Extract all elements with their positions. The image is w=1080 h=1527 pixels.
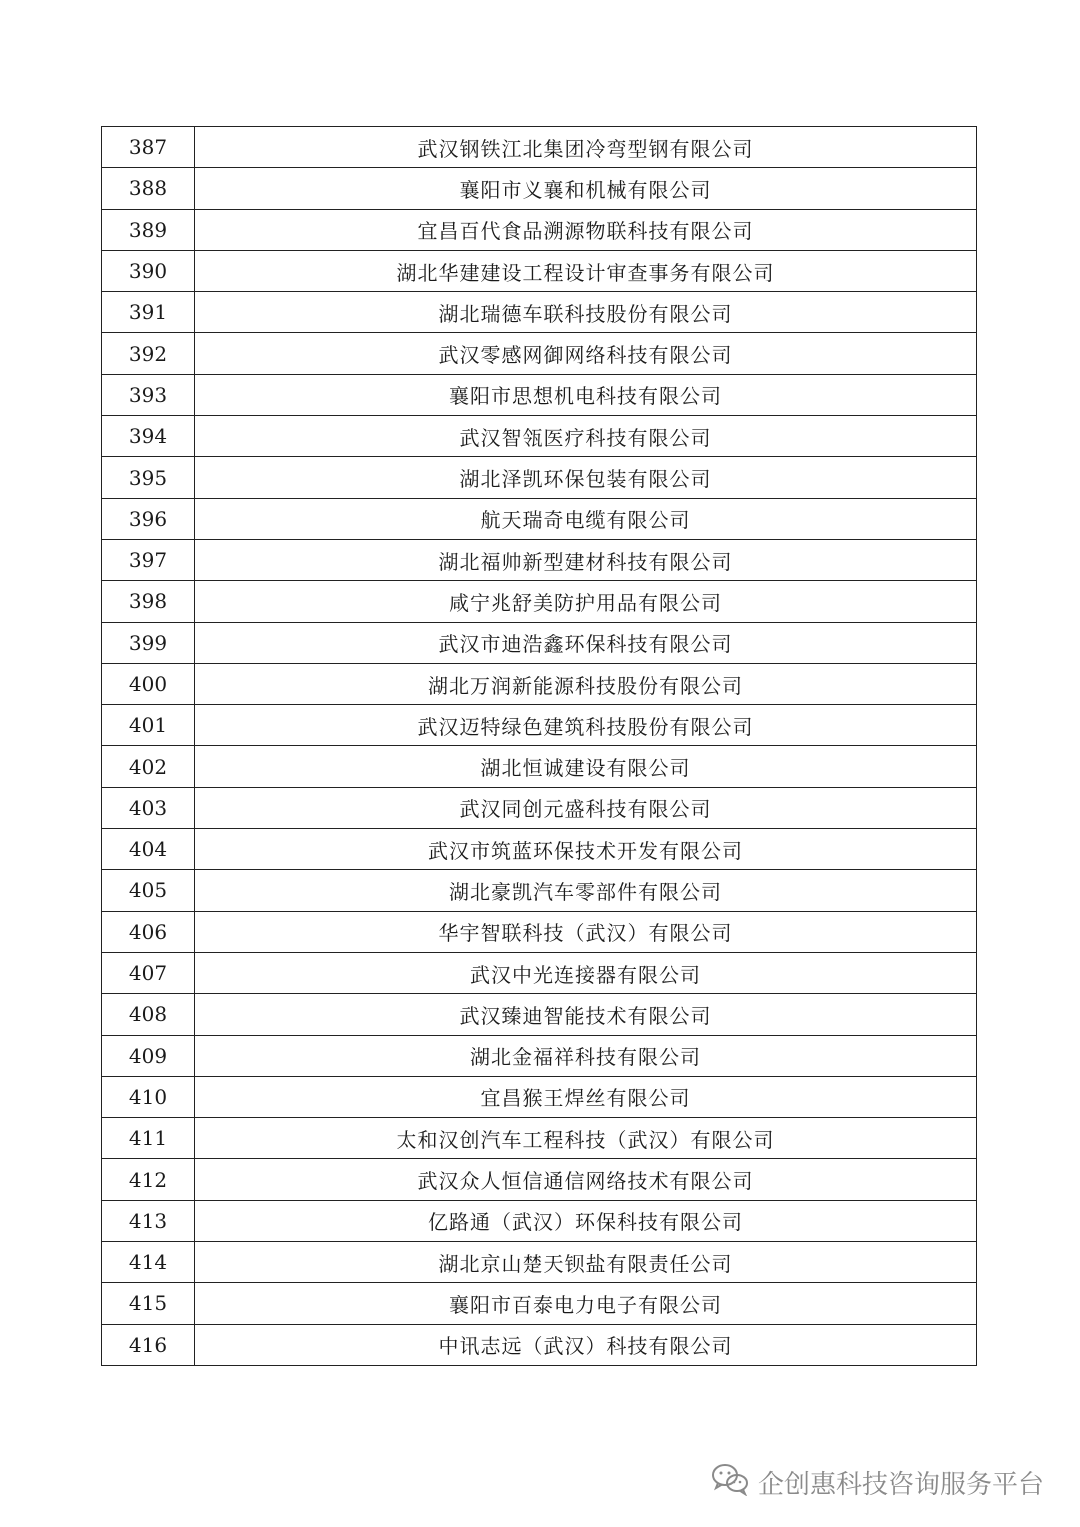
company-name: 襄阳市思想机电科技有限公司	[195, 374, 977, 415]
company-name: 武汉零感网御网络科技有限公司	[195, 333, 977, 374]
table-row	[102, 1242, 977, 1283]
watermark-text: 企创惠科技咨询服务平台	[757, 1470, 1044, 1500]
row-number: 391	[102, 292, 195, 333]
row-number: 410	[102, 1076, 195, 1117]
row-number: 414	[102, 1242, 195, 1283]
company-name: 湖北金福祥科技有限公司	[195, 1035, 977, 1076]
table-row	[102, 787, 977, 828]
table-row	[102, 581, 977, 622]
table-row	[102, 1159, 977, 1200]
table-row	[102, 292, 977, 333]
company-name: 武汉智瓴医疗科技有限公司	[195, 416, 977, 457]
table-row	[102, 498, 977, 539]
company-name: 襄阳市义襄和机械有限公司	[195, 168, 977, 209]
table-row	[102, 746, 977, 787]
table-row	[102, 1324, 977, 1365]
watermark	[710, 1462, 1044, 1503]
table-row	[102, 374, 977, 415]
table-row	[102, 870, 977, 911]
row-number: 415	[102, 1283, 195, 1324]
row-number: 404	[102, 829, 195, 870]
company-name: 华宇智联科技（武汉）有限公司	[195, 911, 977, 952]
row-number: 397	[102, 539, 195, 580]
company-name: 咸宁兆舒美防护用品有限公司	[195, 581, 977, 622]
company-name: 湖北豪凯汽车零部件有限公司	[195, 870, 977, 911]
company-name: 航天瑞奇电缆有限公司	[195, 498, 977, 539]
company-name: 武汉市迪浩鑫环保科技有限公司	[195, 622, 977, 663]
company-name: 亿路通（武汉）环保科技有限公司	[195, 1200, 977, 1241]
table-row	[102, 952, 977, 993]
table-row	[102, 457, 977, 498]
row-number: 400	[102, 663, 195, 704]
row-number: 398	[102, 581, 195, 622]
table-row	[102, 1076, 977, 1117]
company-name: 湖北泽凯环保包装有限公司	[195, 457, 977, 498]
company-name: 湖北京山楚天钡盐有限责任公司	[195, 1242, 977, 1283]
row-number: 416	[102, 1324, 195, 1365]
company-name: 武汉臻迪智能技术有限公司	[195, 994, 977, 1035]
table-row	[102, 829, 977, 870]
row-number: 409	[102, 1035, 195, 1076]
company-name: 中讯志远（武汉）科技有限公司	[195, 1324, 977, 1365]
table-row	[102, 1200, 977, 1241]
company-name: 宜昌百代食品溯源物联科技有限公司	[195, 209, 977, 250]
table-row	[102, 1118, 977, 1159]
table-row	[102, 127, 977, 168]
row-number: 405	[102, 870, 195, 911]
company-name: 湖北瑞德车联科技股份有限公司	[195, 292, 977, 333]
row-number: 393	[102, 374, 195, 415]
row-number: 395	[102, 457, 195, 498]
table-row	[102, 622, 977, 663]
company-name: 武汉同创元盛科技有限公司	[195, 787, 977, 828]
table-body	[102, 127, 977, 1366]
row-number: 399	[102, 622, 195, 663]
company-name: 襄阳市百泰电力电子有限公司	[195, 1283, 977, 1324]
table-row	[102, 663, 977, 704]
company-name: 宜昌猴王焊丝有限公司	[195, 1076, 977, 1117]
company-name: 武汉众人恒信通信网络技术有限公司	[195, 1159, 977, 1200]
row-number: 396	[102, 498, 195, 539]
table-row	[102, 994, 977, 1035]
table-row	[102, 705, 977, 746]
row-number: 406	[102, 911, 195, 952]
row-number: 392	[102, 333, 195, 374]
table-row	[102, 168, 977, 209]
row-number: 408	[102, 994, 195, 1035]
company-name: 湖北福帅新型建材科技有限公司	[195, 539, 977, 580]
row-number: 413	[102, 1200, 195, 1241]
table-row	[102, 250, 977, 291]
company-name: 湖北万润新能源科技股份有限公司	[195, 663, 977, 704]
row-number: 403	[102, 787, 195, 828]
row-number: 387	[102, 127, 195, 168]
row-number: 402	[102, 746, 195, 787]
table-row	[102, 539, 977, 580]
row-number: 390	[102, 250, 195, 291]
row-number: 407	[102, 952, 195, 993]
company-name: 湖北华建建设工程设计审查事务有限公司	[195, 250, 977, 291]
wechat-icon	[710, 1462, 750, 1503]
table-row	[102, 333, 977, 374]
table-row	[102, 911, 977, 952]
company-name: 武汉钢铁江北集团冷弯型钢有限公司	[195, 127, 977, 168]
row-number: 401	[102, 705, 195, 746]
company-name: 武汉市筑蓝环保技术开发有限公司	[195, 829, 977, 870]
company-name: 湖北恒诚建设有限公司	[195, 746, 977, 787]
company-name: 太和汉创汽车工程科技（武汉）有限公司	[195, 1118, 977, 1159]
row-number: 394	[102, 416, 195, 457]
table-row	[102, 416, 977, 457]
company-name: 武汉迈特绿色建筑科技股份有限公司	[195, 705, 977, 746]
table-row	[102, 1283, 977, 1324]
row-number: 412	[102, 1159, 195, 1200]
row-number: 411	[102, 1118, 195, 1159]
company-list-table	[101, 126, 977, 1366]
row-number: 389	[102, 209, 195, 250]
company-name: 武汉中光连接器有限公司	[195, 952, 977, 993]
row-number: 388	[102, 168, 195, 209]
table-row	[102, 209, 977, 250]
table-row	[102, 1035, 977, 1076]
